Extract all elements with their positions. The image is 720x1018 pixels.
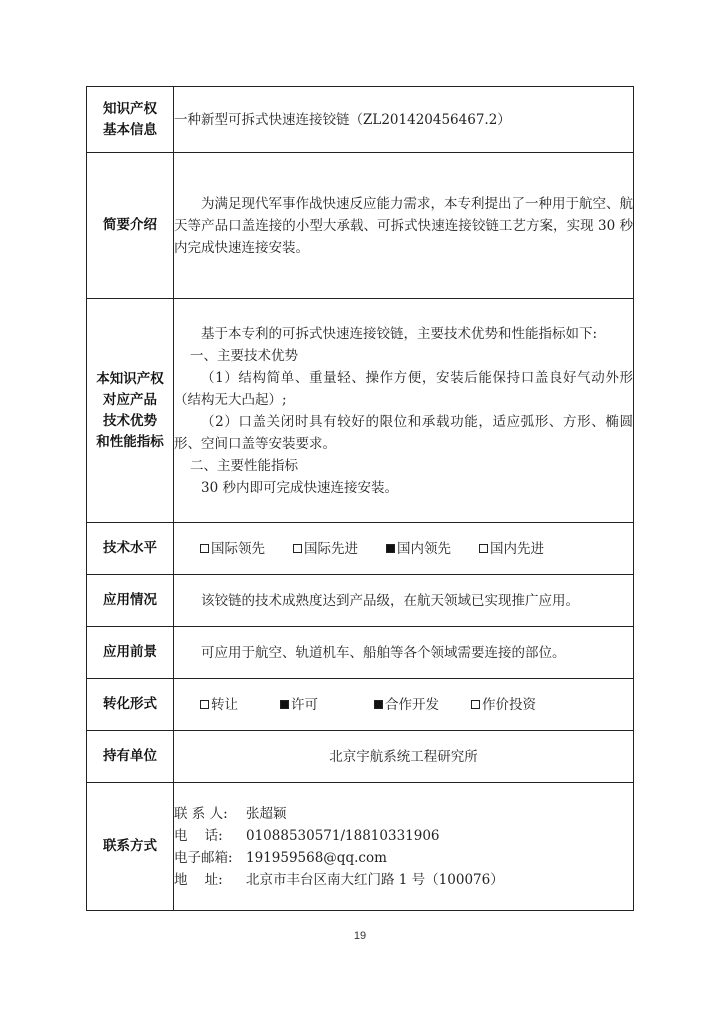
label-prospect: 应用前景 (87, 627, 174, 679)
checkbox-icon[interactable] (479, 544, 488, 553)
option-equity-investment[interactable]: 作价投资 (471, 694, 536, 716)
option-intl-advanced[interactable]: 国际先进 (293, 538, 358, 560)
label-ip-basic (87, 87, 174, 153)
option-transfer[interactable]: 转让 (200, 694, 238, 716)
holder-value: 北京宇航系统工程研究所 (174, 731, 634, 783)
option-license[interactable]: 许可 (280, 694, 318, 716)
label-transfer: 转化形式 (87, 679, 174, 731)
row-prospect (87, 627, 634, 679)
label-summary: 简要介绍 (87, 153, 174, 299)
row-application (87, 575, 634, 627)
row-holder (87, 731, 634, 783)
contact-person-line: 联 系 人: 张超颖 (174, 805, 287, 822)
performance-text: 30 秒内即可完成快速连接安装。 (201, 479, 398, 496)
contact-phone-line: 电 话: 01088530571/18810331906 (174, 827, 440, 844)
contact-address: 北京市丰台区南大红门路 1 号（100076） (246, 871, 504, 888)
row-ip-basic (87, 87, 634, 153)
option-domestic-leading[interactable]: 国内领先 (386, 538, 451, 560)
performance-section-heading: 二、主要性能指标 (190, 457, 298, 474)
label-line: 对应产品 (103, 391, 157, 408)
label-holder: 持有单位 (87, 731, 174, 783)
prospect-text: 可应用于航空、轨道机车、船舶等各个领域需要连接的部位。 (201, 644, 566, 661)
advantage-item: （1）结构简单、重量轻、操作方便，安装后能保持口盖良好气动外形（结构无大凸起）; (174, 369, 633, 408)
contact-email-line: 电子邮箱: 191959568@qq.com (174, 849, 387, 866)
row-summary (87, 153, 634, 299)
contact-address-line: 地 址: 北京市丰台区南大红门路 1 号（100076） (174, 871, 504, 888)
label-contact: 联系方式 (87, 783, 174, 911)
application-text: 该铰链的技术成熟度达到产品级，在航天领域已实现推广应用。 (201, 592, 579, 609)
row-transfer (87, 679, 634, 731)
ip-basic-value: 一种新型可拆式快速连接铰链（ZL201420456467.2） (174, 87, 634, 153)
label-tech-level: 技术水平 (87, 523, 174, 575)
row-tech-level (87, 523, 634, 575)
checkbox-icon[interactable] (200, 700, 209, 709)
tech-level-options (174, 538, 633, 560)
checkbox-icon[interactable] (471, 700, 480, 709)
checkbox-checked-icon[interactable] (280, 700, 289, 709)
checkbox-checked-icon[interactable] (386, 544, 395, 553)
row-contact (87, 783, 634, 911)
transfer-options (174, 694, 633, 716)
label-line: 技术优势 (103, 412, 157, 429)
label-application: 应用情况 (87, 575, 174, 627)
page-number: 19 (353, 930, 367, 942)
advantages-section-heading: 一、主要技术优势 (190, 347, 298, 364)
contact-person: 张超颖 (246, 805, 287, 822)
label-line: 本知识产权 (96, 370, 164, 387)
patent-info-table (86, 86, 634, 911)
advantages-intro: 基于本专利的可拆式快速连接铰链，主要技术优势和性能指标如下: (201, 325, 598, 342)
checkbox-icon[interactable] (293, 544, 302, 553)
option-joint-development[interactable]: 合作开发 (374, 694, 439, 716)
option-intl-leading[interactable]: 国际领先 (200, 538, 265, 560)
checkbox-checked-icon[interactable] (374, 700, 383, 709)
checkbox-icon[interactable] (200, 544, 209, 553)
row-advantages (87, 299, 634, 523)
label-line: 知识产权 (103, 100, 157, 117)
option-domestic-advanced[interactable]: 国内先进 (479, 538, 544, 560)
label-advantages (87, 299, 174, 523)
label-line: 基本信息 (103, 121, 157, 138)
contact-phone: 01088530571/18810331906 (246, 827, 440, 844)
summary-text: 为满足现代军事作战快速反应能力需求，本专利提出了一种用于航空、航天等产品口盖连接的小型大承载、可拆式快速连接铰链工艺方案，实现 30 秒内完成快速连接安装。 (174, 195, 633, 256)
advantage-item: （2）口盖关闭时具有较好的限位和承载功能，适应弧形、方形、椭圆形、空间口盖等安装要求。 (174, 413, 633, 452)
contact-email: 191959568@qq.com (246, 849, 387, 866)
label-line: 和性能指标 (96, 433, 164, 450)
